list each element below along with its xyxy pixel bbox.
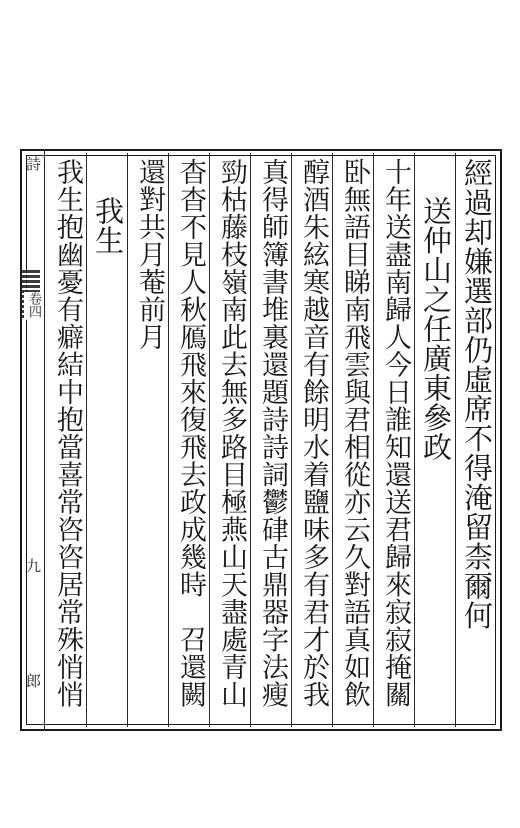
column-rule	[250, 153, 251, 727]
text-column: 經過却嫌選部仍虛席不得淹留柰爾何	[460, 158, 494, 630]
text-column: 還對共月菴前月	[134, 158, 165, 351]
poem-title: 我生	[91, 196, 125, 255]
center-strip-title: 詩	[24, 156, 42, 171]
text-column: 我生抱幽憂有癖結中抱當喜常咨咨居常殊悄悄	[52, 158, 83, 708]
column-rule	[86, 153, 87, 727]
text-column: 杳杳不見人秋鴈飛來復飛去政成幾時 召還闕	[175, 158, 206, 708]
column-rule	[291, 153, 292, 727]
column-rule	[332, 153, 333, 727]
center-strip-bottom-label: 郎	[24, 673, 42, 688]
column-rule	[373, 153, 374, 727]
column-rule	[209, 153, 210, 727]
text-column: 卧無語目睇南飛雲與君相從亦云久對語真如飲	[339, 158, 370, 708]
poem-title: 送仲山之任廣東參政	[419, 196, 453, 462]
center-strip-page-number: 九	[24, 558, 42, 573]
text-column: 醇酒朱絃寒越音有餘明水着鹽味多有君才於我	[298, 158, 329, 708]
text-column: 勁枯藤枝嶺南此去無多路目極燕山天盡處青山	[216, 158, 247, 708]
center-strip-divider	[44, 149, 45, 731]
column-rule	[127, 153, 128, 727]
text-column: 十年送盡南歸人今日誰知還送君歸來寂寂掩關	[380, 158, 411, 708]
text-column: 真得師簿書堆裏還題詩詩詞鬱硉古鼎器字法瘦	[257, 158, 288, 708]
column-rule	[455, 153, 456, 727]
column-rule	[414, 153, 415, 727]
center-strip-volume: 卷四	[26, 292, 41, 318]
column-rule	[168, 153, 169, 727]
center-strip	[20, 149, 44, 731]
